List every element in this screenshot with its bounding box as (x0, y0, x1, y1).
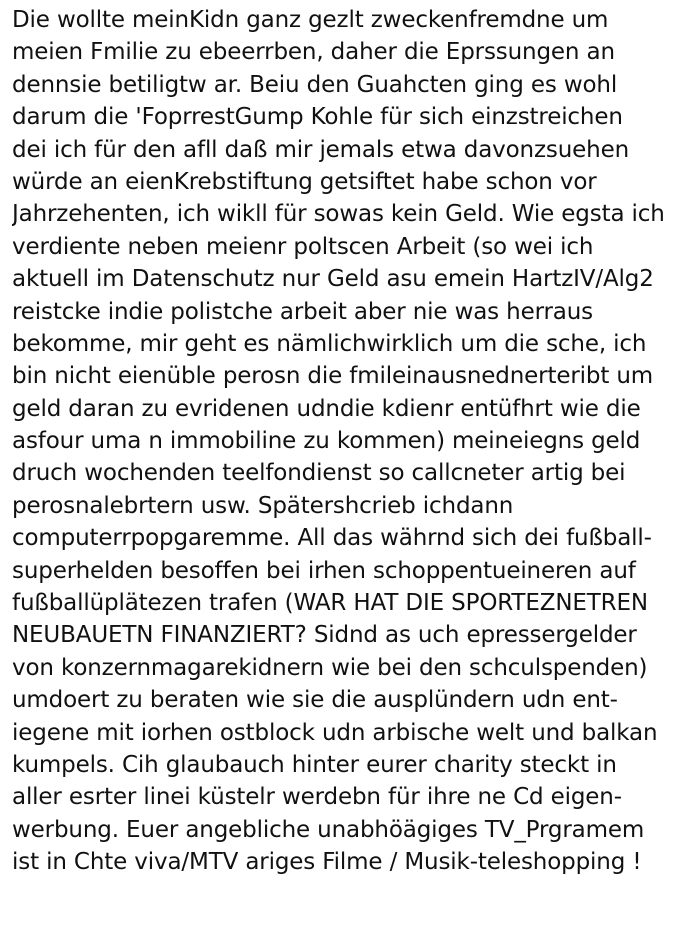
text-block (12, 4, 680, 879)
text-line: bekomme, mir geht es nämlichwirklich um die sche, ich (12, 330, 647, 357)
text-line: superhelden besoffen bei irhen schoppentueineren auf (12, 557, 636, 584)
text-line: iegene mit iorhen ostblock udn arbische welt und balkan (12, 719, 658, 746)
text-line: aktuell im Datenschutz nur Geld asu emein HartzIV/Alg2 (12, 266, 654, 293)
text-line: druch wochenden teelfondienst so callcneter artig bei (12, 460, 626, 487)
text-line: fußballüplätezen trafen (WAR HAT DIE SPORTEZNETREN (12, 590, 648, 617)
text-line: NEUBAUETN FINANZIERT? Sidnd as uch epressergelder (12, 622, 637, 649)
text-line: aller esrter linei küstelr werdebn für ihre ne Cd eigen- (12, 784, 622, 811)
text-line: dennsie betiligtw ar. Beiu den Guahcten ging es wohl (12, 71, 618, 98)
text-line: dei ich für den afll daß mir jemals etwa davonzsuehen (12, 136, 629, 163)
text-line: perosnalebrtern usw. Spätershcrieb ichdann (12, 492, 514, 519)
text-line: darum die 'FoprrestGump Kohle für sich einzstreichen (12, 104, 623, 131)
text-line: umdoert zu beraten wie sie die ausplündern udn ent- (12, 687, 618, 714)
text-line: Jahrzehenten, ich wikll für sowas kein Geld. Wie egsta ich (12, 201, 665, 228)
text-line: meien Fmilie zu ebeerrben, daher die Eprssungen an (12, 39, 615, 66)
text-line: ist in Chte viva/MTV ariges Filme / Musik-teleshopping ! (12, 849, 642, 876)
text-line: asfour uma n immobiline zu kommen) meineiegns geld (12, 428, 641, 455)
text-line: reistcke indie polistche arbeit aber nie was herraus (12, 298, 594, 325)
text-line: von konzernmagarekidnern wie bei den schculspenden) (12, 654, 648, 681)
text-line: geld daran zu evridenen udndie kdienr entüfhrt wie die (12, 395, 641, 422)
text-line: verdiente neben meienr poltscen Arbeit (so wei ich (12, 233, 594, 260)
text-line: bin nicht eienüble perosn die fmileinausnednerteribt um (12, 363, 654, 390)
text-line: computerrpopgaremme. All das währnd sich dei fußball- (12, 525, 652, 552)
text-line: werbung. Euer angebliche unabhöägiges TV_Prgramem (12, 816, 645, 843)
text-line: würde an eienKrebstiftung getsiftet habe schon vor (12, 168, 597, 195)
text-line: kumpels. Cih glaubauch hinter eurer charity steckt in (12, 751, 617, 778)
text-line: Die wollte meinKidn ganz gezlt zweckenfremdne um (12, 7, 609, 33)
